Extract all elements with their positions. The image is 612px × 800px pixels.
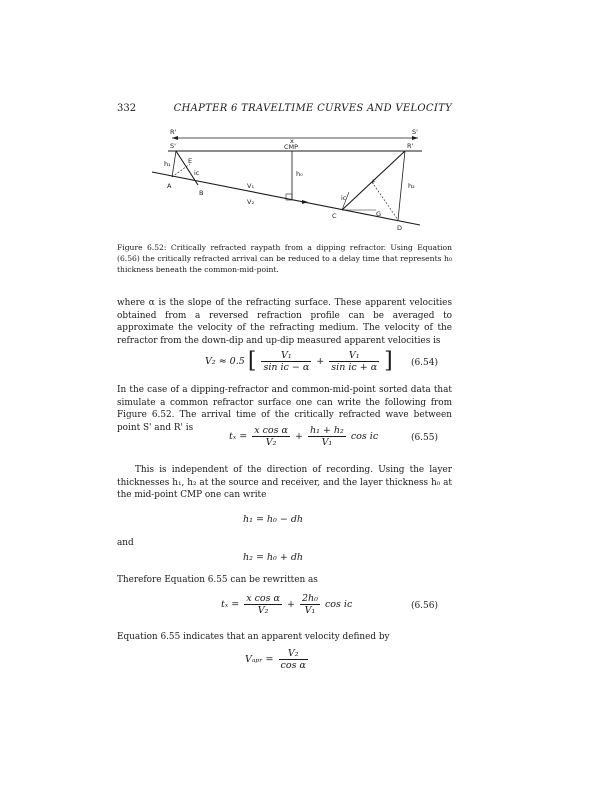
- eq655-lhs: tₓ =: [229, 431, 248, 442]
- label-g: G: [376, 210, 382, 218]
- paragraph-3: This is independent of the direction of recording. Using the layer thicknesses h₁, h₂ at the source and receiver, and the layer thickness h₀ at the mid-point CMP one can write: [117, 465, 452, 501]
- eq654-left-bracket: [: [247, 348, 257, 374]
- caption-label: Figure 6.52:: [117, 243, 167, 252]
- h2-line: [398, 151, 405, 220]
- figure-caption: [117, 242, 452, 275]
- eq656-term2: [300, 593, 320, 616]
- offset-arrow-left-head: [172, 136, 178, 140]
- eq-vapr-lhs: Vₐₚᵣ =: [245, 654, 274, 665]
- eq656-term1-den: V₂: [257, 605, 269, 616]
- eq654-term2: [329, 350, 379, 373]
- h1-line: [172, 151, 176, 177]
- paragraph-5: Therefore Equation 6.55 can be rewritten as: [117, 575, 318, 585]
- label-e: E: [188, 157, 193, 165]
- eq655-term1: [252, 425, 290, 448]
- eq656-term2-den: V₁: [304, 605, 316, 616]
- paragraph-6: Equation 6.55 indicates that an apparent velocity defined by: [117, 632, 390, 642]
- eq654-right-bracket: ]: [384, 348, 393, 374]
- label-ic-left: iᴄ: [194, 169, 200, 177]
- label-v2: V₂: [247, 198, 255, 206]
- eq-vapr-den: cos α: [280, 660, 306, 671]
- raypath-diagram: [150, 122, 440, 242]
- eq655-term2-num: h₁ + h₂: [309, 425, 344, 436]
- eq655-term2-den: V₁: [321, 437, 333, 448]
- label-h1: h₁: [164, 160, 171, 168]
- label-cmp: CMP: [284, 143, 299, 151]
- paragraph-1: where α is the slope of the refracting surface. These apparent velocities obtained from a reversed refraction profile can be averaged to approximate the velocity of the refracting medium. The velocity of the refractor from the down-dip and up-dip measured apparent velocities is: [117, 298, 452, 346]
- chapter-title: CHAPTER 6 TRAVELTIME CURVES AND VELOCITY: [173, 103, 452, 114]
- label-s-prime: S': [170, 142, 176, 150]
- running-head: [117, 103, 452, 119]
- label-c: C: [332, 212, 337, 220]
- eq654-lhs: V₂ ≈ 0.5: [205, 356, 245, 367]
- eq655-term1-num: x cos α: [254, 425, 288, 436]
- eq655-term1-den: V₂: [265, 437, 277, 448]
- eq654-term1-num: V₁: [261, 350, 311, 362]
- label-v1: V₁: [247, 182, 255, 190]
- label-r-prime-top: R': [170, 128, 177, 136]
- eq656-number: (6.56): [410, 601, 438, 611]
- eq654-term2-num: V₁: [329, 350, 379, 362]
- label-d: D: [397, 224, 403, 232]
- equation-6-54: [117, 350, 452, 380]
- eq655-term2: [308, 425, 346, 448]
- equation-6-55: [117, 425, 452, 455]
- paragraph-2: In the case of a dipping-refractor and common-mid-point sorted data that simulate a common refractor surface one can write the following from Figure 6.52. The arrival time of the critically refracted wave between point S' and R' is: [117, 385, 452, 433]
- eq656-term2-num: 2h₀: [301, 593, 318, 604]
- label-r-prime-right: R': [407, 142, 414, 150]
- label-b: B: [199, 189, 204, 197]
- wavefront-left: [172, 164, 190, 177]
- eq655-tail: cos iᴄ: [350, 431, 379, 442]
- page-number: 332: [117, 103, 137, 114]
- label-x: x: [290, 137, 294, 145]
- downgoing-ray: [176, 151, 198, 185]
- eq656-plus: +: [286, 599, 295, 610]
- eq655-plus: +: [294, 431, 303, 442]
- eq656-tail: cos iᴄ: [324, 599, 353, 610]
- paragraph-and: and: [117, 538, 134, 548]
- label-a: A: [167, 182, 172, 190]
- figure-6-52: [150, 122, 440, 242]
- eq656-term1: [244, 593, 282, 616]
- equation-vapr: [117, 648, 452, 678]
- eq656-lhs: tₓ =: [221, 599, 240, 610]
- offset-arrow-right-head: [412, 136, 418, 140]
- eq-h1-text: h₁ = h₀ − dh: [243, 514, 304, 525]
- equation-6-56: [117, 593, 452, 623]
- eq654-number: (6.54): [410, 358, 438, 368]
- label-ic-right: iᴄ: [341, 194, 347, 202]
- eq654-term1-den: sin iᴄ − α: [263, 362, 310, 373]
- eq654-plus: +: [316, 356, 325, 367]
- eq-vapr-frac: [279, 648, 308, 671]
- eq654-term1: [261, 350, 311, 373]
- eq-vapr-num: V₂: [279, 648, 308, 660]
- label-f: F: [372, 178, 376, 186]
- label-h2: h₂: [408, 182, 415, 190]
- eq654-term2-den: sin iᴄ + α: [331, 362, 378, 373]
- equation-h2: [117, 550, 452, 568]
- eq656-term1-num: x cos α: [246, 593, 280, 604]
- equation-h1: [117, 512, 452, 530]
- caption-text: Critically refracted raypath from a dipping refractor. Using Equation (6.56) the critically refracted arrival can be reduced to a delay time that represents h₀ thickness beneath the common-mid-point.: [117, 243, 452, 274]
- label-s-prime-top-right: S': [412, 128, 418, 136]
- eq655-number: (6.55): [410, 433, 438, 443]
- label-h0: h₀: [296, 170, 303, 178]
- eq-h2-text: h₂ = h₀ + dh: [243, 552, 304, 563]
- refracted-arrow: [302, 200, 308, 204]
